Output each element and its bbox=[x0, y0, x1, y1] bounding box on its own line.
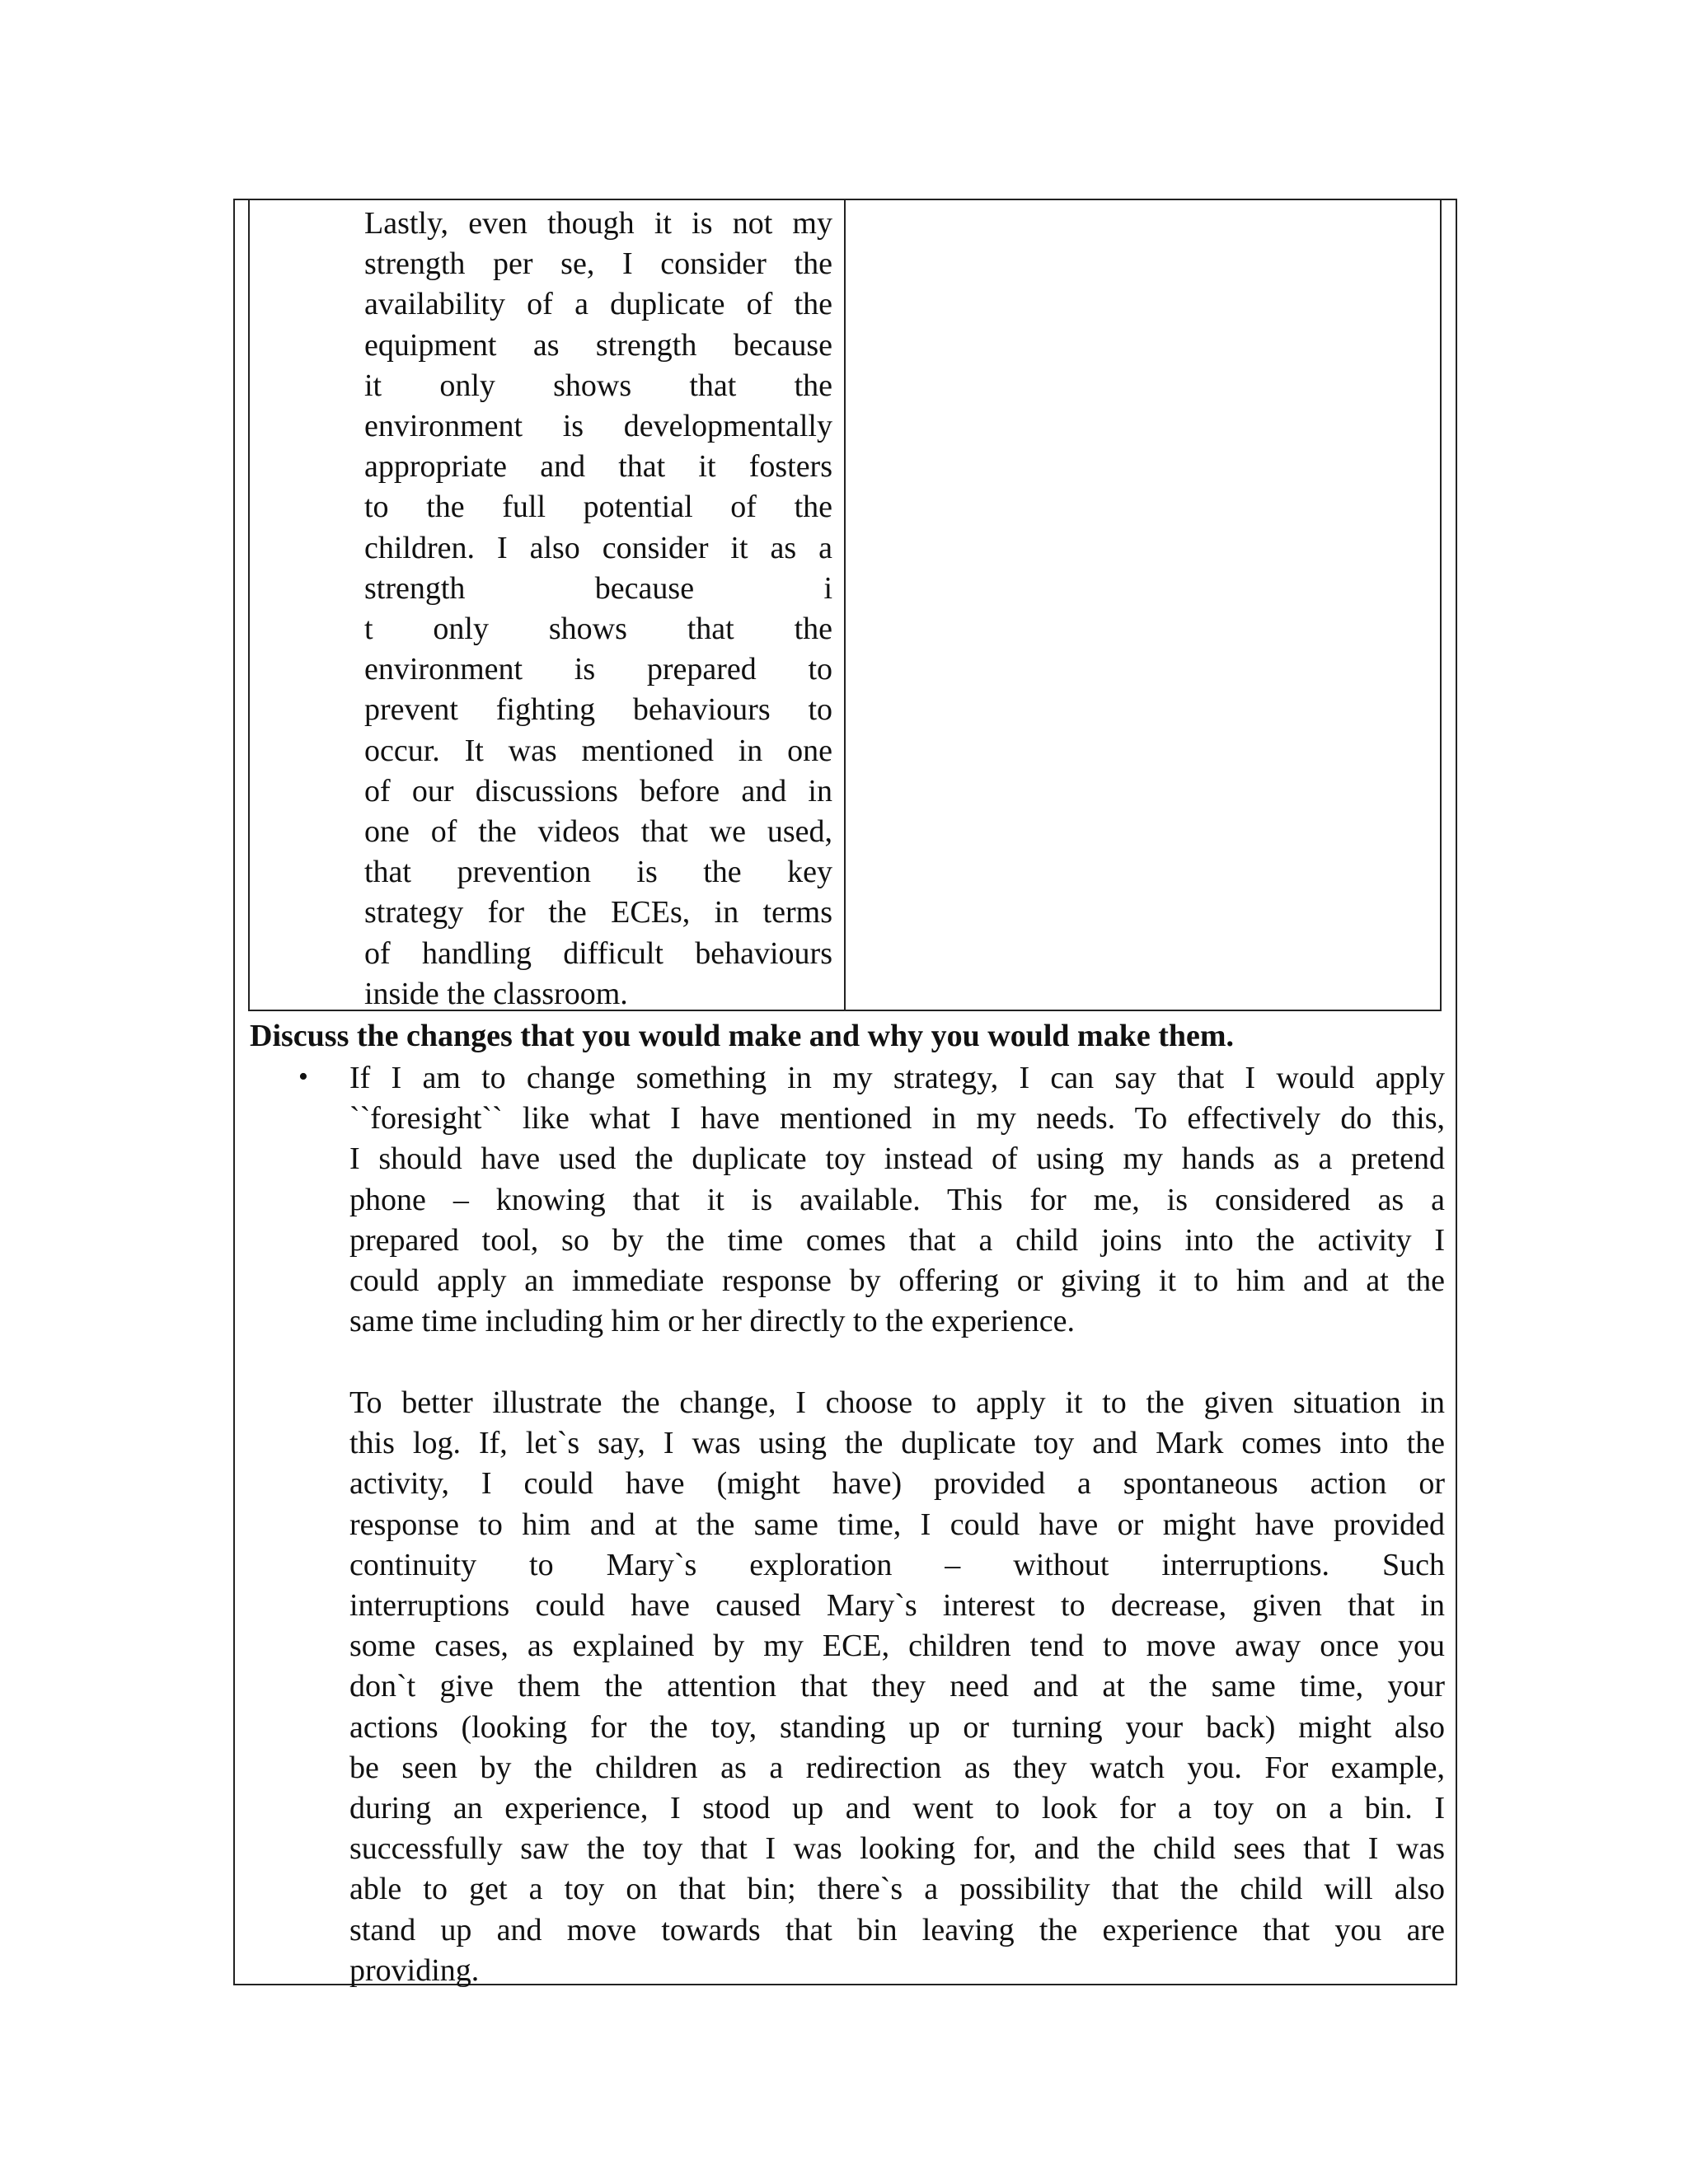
empty-cell bbox=[846, 200, 1440, 1010]
text-line: able to get a toy on that bin; there`s a possibility that the child will also bbox=[349, 1872, 1445, 1907]
text-line: of handling difficult behaviours bbox=[364, 935, 832, 971]
text-line: same time including him or her directly to the experience. bbox=[349, 1304, 1076, 1339]
text-line: appropriate and that it fosters bbox=[364, 449, 832, 485]
text-line: be seen by the children as a redirection as they watch you. For example, bbox=[349, 1750, 1445, 1785]
text-line: one of the videos that we used, bbox=[364, 814, 832, 850]
bullet-icon: • bbox=[298, 1062, 308, 1092]
text-line: actions (looking for the toy, standing up or turning your back) might also bbox=[349, 1709, 1445, 1745]
text-line: prevent fighting behaviours to bbox=[364, 692, 832, 728]
text-line: activity, I could have (might have) provided a spontaneous action or bbox=[349, 1466, 1445, 1502]
changes-paragraph-1 bbox=[349, 1058, 1445, 1342]
strengths-table bbox=[248, 199, 1442, 1011]
text-line: inside the classroom. bbox=[364, 976, 628, 1011]
text-line: children. I also consider it as a bbox=[364, 530, 832, 565]
text-line: this log. If, let`s say, I was using the duplicate toy and Mark comes into the bbox=[349, 1426, 1445, 1461]
text-line: response to him and at the same time, I could have or might have provided bbox=[349, 1507, 1445, 1542]
text-line: strength because i bbox=[364, 570, 832, 606]
strengths-cell-text bbox=[364, 204, 832, 1015]
text-line: that prevention is the key bbox=[364, 855, 832, 890]
text-line: occur. It was mentioned in one bbox=[364, 733, 832, 768]
text-line: Lastly, even though it is not my bbox=[364, 206, 832, 241]
text-line: continuity to Mary`s exploration – without interruptions. Such bbox=[349, 1547, 1445, 1582]
text-line: of our discussions before and in bbox=[364, 773, 832, 808]
text-line: don`t give them the attention that they need and at the same time, your bbox=[349, 1669, 1445, 1704]
strengths-cell bbox=[250, 200, 846, 1010]
text-line: strategy for the ECEs, in terms bbox=[364, 895, 832, 930]
text-line: to the full potential of the bbox=[364, 490, 832, 525]
text-line: availability of a duplicate of the bbox=[364, 287, 832, 322]
text-line: environment is prepared to bbox=[364, 652, 832, 687]
text-line: interruptions could have caused Mary`s interest to decrease, given that in bbox=[349, 1588, 1445, 1624]
text-line: some cases, as explained by my ECE, children tend to move away once you bbox=[349, 1629, 1445, 1664]
text-line: To better illustrate the change, I choose to apply it to the given situation in bbox=[349, 1385, 1445, 1420]
text-line: prepared tool, so by the time comes that a child joins into the activity I bbox=[349, 1222, 1445, 1258]
text-line: ``foresight`` like what I have mentioned in my needs. To effectively do this, bbox=[349, 1101, 1445, 1137]
text-line: phone – knowing that it is available. This for me, is considered as a bbox=[349, 1182, 1445, 1217]
text-line: stand up and move towards that bin leaving the experience that you are bbox=[349, 1912, 1445, 1947]
text-line: environment is developmentally bbox=[364, 409, 832, 444]
text-line: it only shows that the bbox=[364, 368, 832, 403]
text-line: equipment as strength because bbox=[364, 327, 832, 363]
text-line: I should have used the duplicate toy instead of using my hands as a pretend bbox=[349, 1141, 1445, 1177]
text-line: If I am to change something in my strategy, I can say that I would apply bbox=[349, 1061, 1445, 1095]
text-line: providing. bbox=[349, 1952, 480, 1988]
text-line: during an experience, I stood up and went to look for a toy on a bin. I bbox=[349, 1791, 1445, 1826]
text-line: strength per se, I consider the bbox=[364, 246, 832, 282]
text-line: could apply an immediate response by offering or giving it to him and at the bbox=[349, 1263, 1445, 1299]
text-line: t only shows that the bbox=[364, 612, 832, 647]
text-line: successfully saw the toy that I was looking for, and the child sees that I was bbox=[349, 1831, 1445, 1867]
section-question: Discuss the changes that you would make and why you would make them. bbox=[250, 1019, 1235, 1053]
changes-paragraph-2 bbox=[349, 1383, 1445, 1991]
